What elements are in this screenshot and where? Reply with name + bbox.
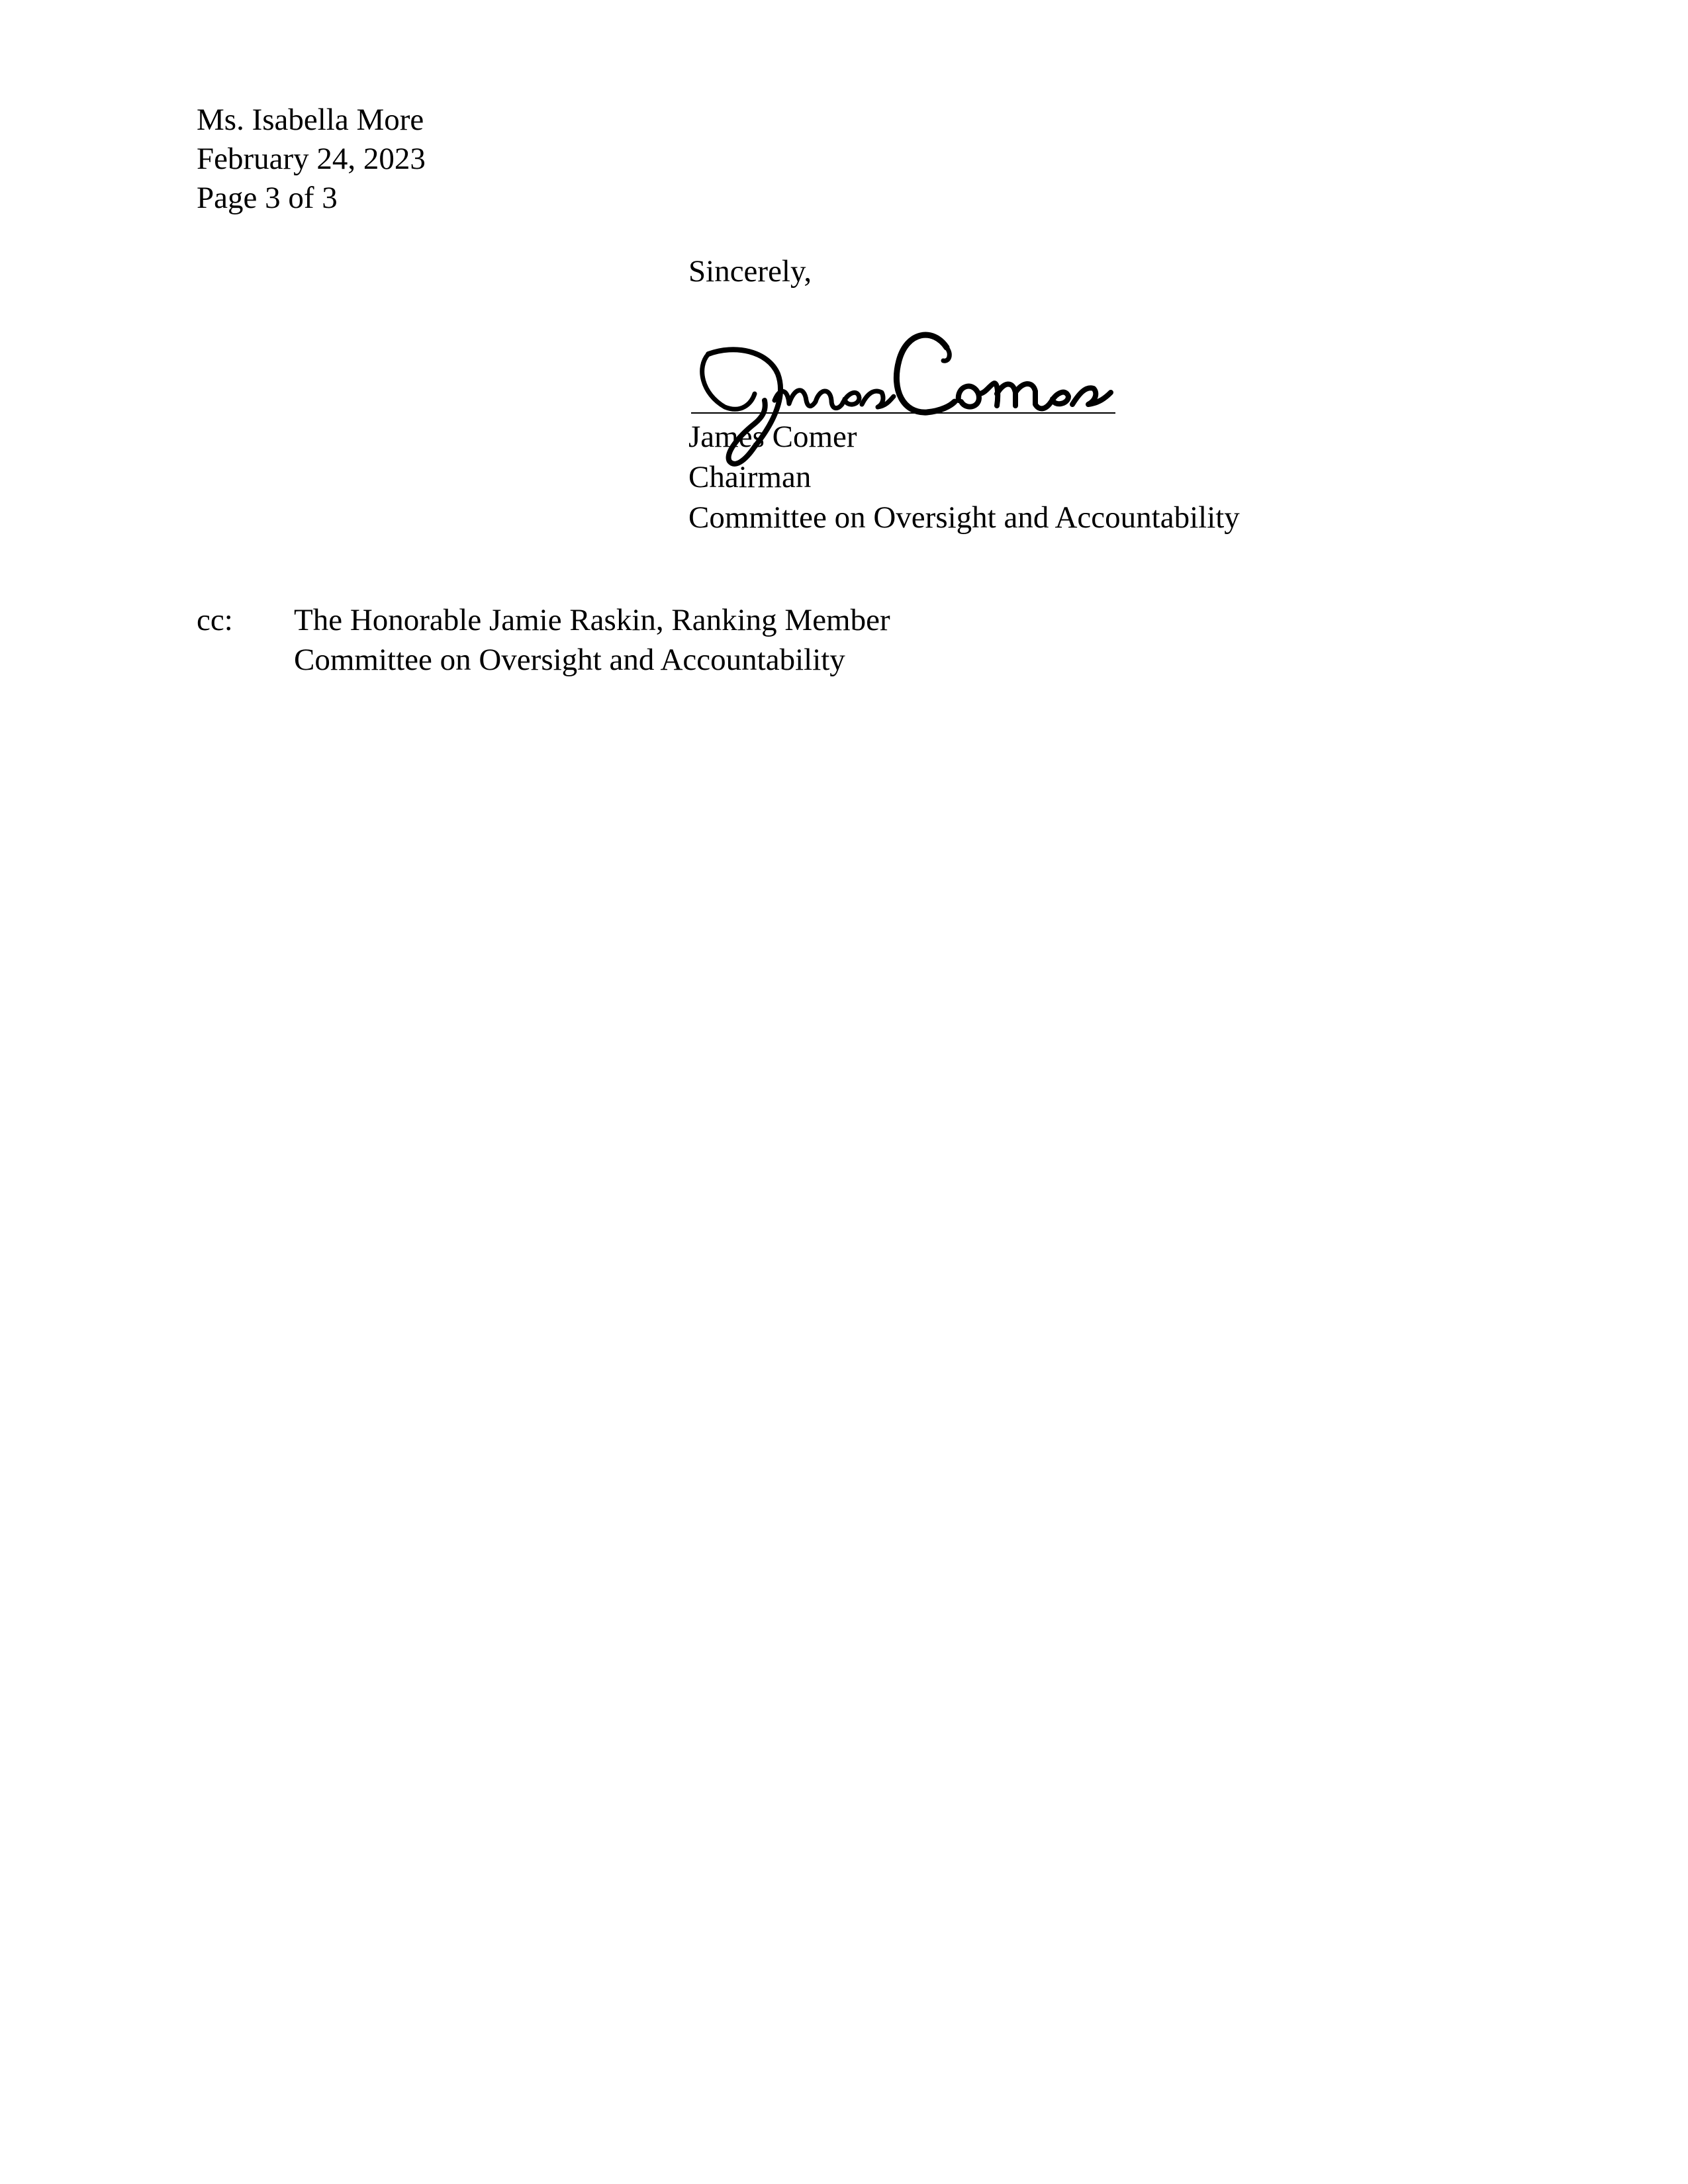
cc-recipient: The Honorable Jamie Raskin, Ranking Member — [294, 603, 890, 637]
page-number: Page 3 of 3 — [197, 181, 338, 215]
recipient-name: Ms. Isabella More — [197, 103, 424, 137]
cc-label: cc: — [197, 603, 233, 637]
handwritten-signature — [688, 314, 1119, 473]
letter-date: February 24, 2023 — [197, 142, 426, 176]
signer-committee: Committee on Oversight and Accountability — [688, 500, 1240, 535]
signature-text: James Comer — [688, 314, 692, 315]
signer-name: James Comer — [688, 420, 857, 454]
cc-committee: Committee on Oversight and Accountability — [294, 643, 845, 677]
salutation-closing: Sincerely, — [688, 254, 812, 289]
signer-title: Chairman — [688, 460, 812, 494]
